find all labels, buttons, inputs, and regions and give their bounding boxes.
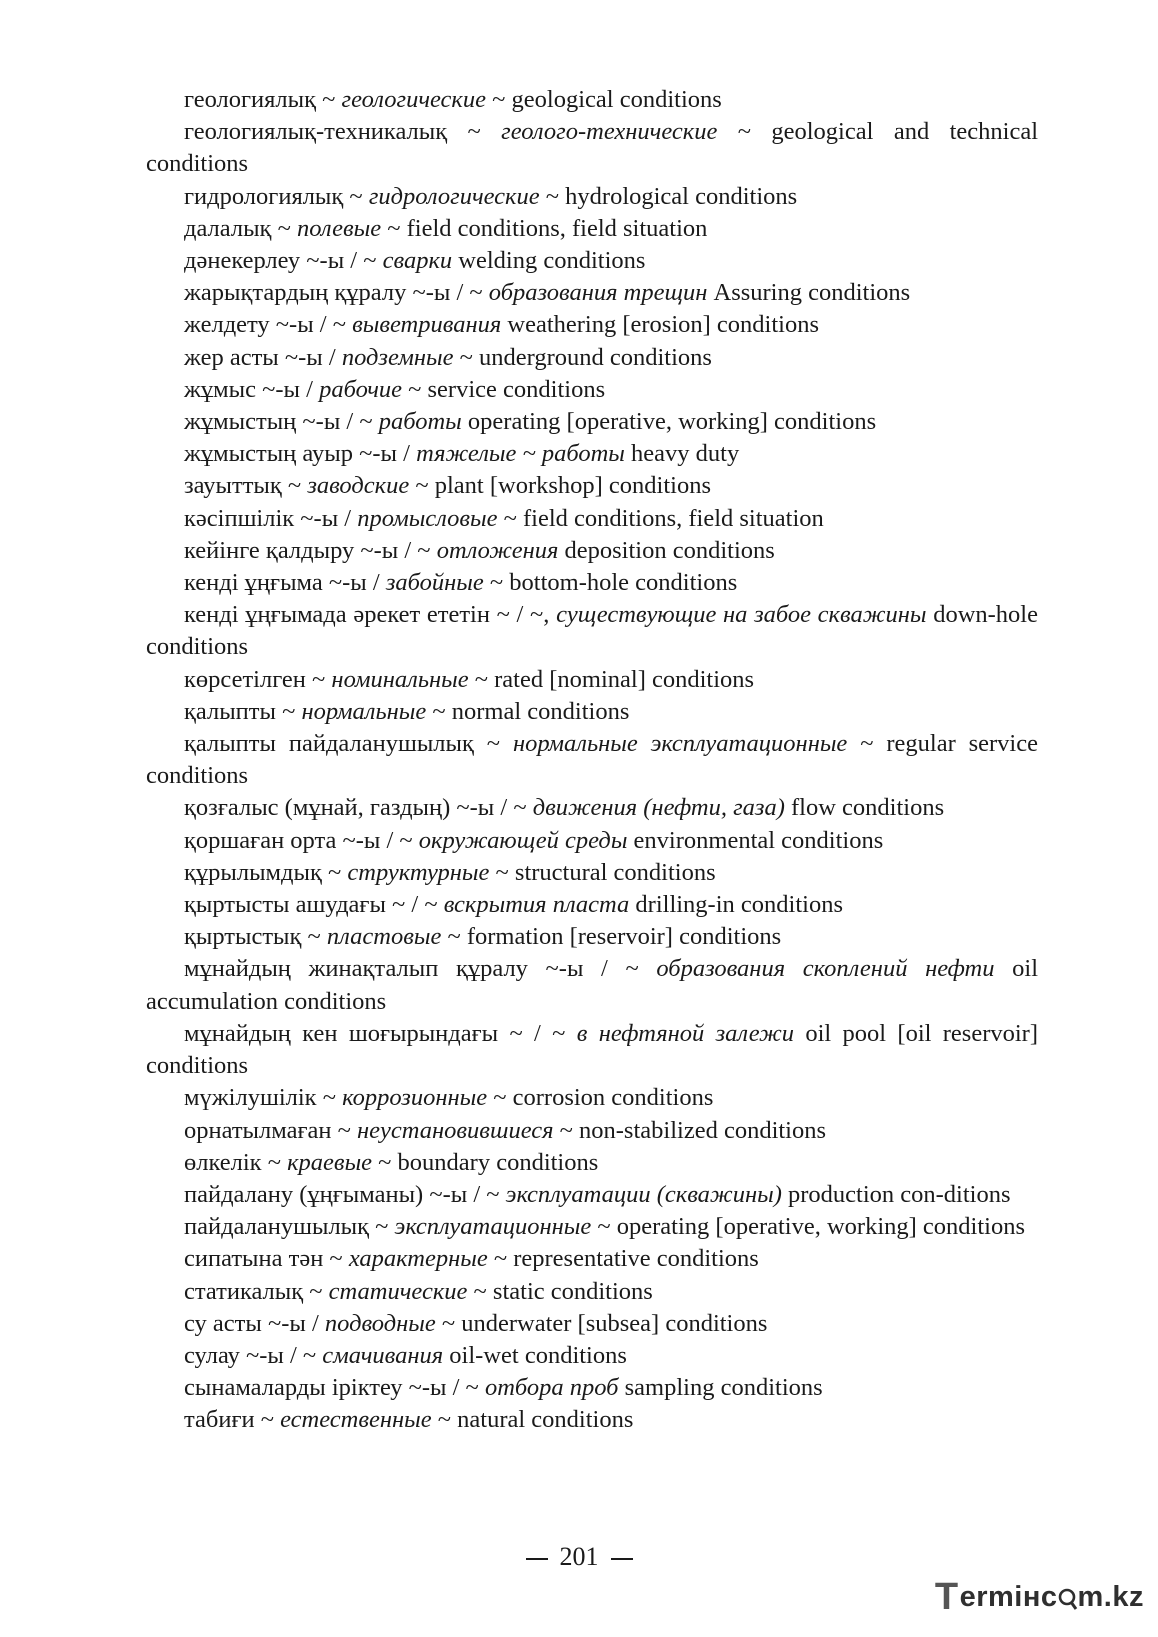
entry-russian-term: промысловые <box>357 504 498 532</box>
dictionary-entry <box>146 116 1038 180</box>
entry-english-term: oil accumulation conditions <box>146 955 1039 1015</box>
entry-russian-term: геолого-технические <box>501 118 718 146</box>
entry-russian-term: заводские <box>307 472 410 500</box>
entry-english-term: operating [operative, working] conditions <box>461 408 877 436</box>
entry-english-term: ~ formation [reservoir] conditions <box>441 923 782 951</box>
entry-english-term: sampling conditions <box>618 1374 823 1402</box>
entry-russian-term: характерные <box>348 1245 488 1273</box>
entry-english-term: ~ service conditions <box>402 375 606 403</box>
entry-russian-term: гидрологические <box>368 182 540 210</box>
entry-english-term: ~ plant [workshop] conditions <box>409 472 711 500</box>
dictionary-entry <box>146 696 1038 728</box>
entry-english-term: ~ field conditions, field situation <box>381 214 708 242</box>
dictionary-entry <box>146 84 1038 116</box>
entry-kazakh-term: сулау ~-ы / ~ <box>184 1341 323 1369</box>
entry-kazakh-term: сынамаларды іріктеу ~-ы / ~ <box>184 1374 485 1402</box>
dictionary-entry <box>146 309 1038 341</box>
entry-russian-term: пластовые <box>326 923 442 951</box>
dictionary-entry <box>146 1211 1038 1243</box>
entry-kazakh-term: табиғи ~ <box>184 1406 281 1434</box>
entry-russian-term: номинальные <box>331 665 469 693</box>
dictionary-entry <box>146 728 1038 792</box>
entry-english-term: ~ underground conditions <box>453 343 712 371</box>
entry-russian-term: нормальные <box>301 697 427 725</box>
dictionary-entry <box>146 342 1038 374</box>
entry-kazakh-term: жұмыс ~-ы / <box>184 375 320 403</box>
entry-kazakh-term: жұмыстың ~-ы / ~ <box>184 408 379 436</box>
entry-russian-term: рабочие <box>319 375 403 403</box>
dictionary-entry <box>146 664 1038 696</box>
entry-english-term: production con-ditions <box>781 1180 1011 1208</box>
entry-english-term: ~ field conditions, field situation <box>497 504 824 532</box>
dictionary-entry <box>146 535 1038 567</box>
entry-kazakh-term: жұмыстың ауыр ~-ы / <box>184 440 417 468</box>
entry-russian-term: геологические <box>341 86 487 113</box>
entry-kazakh-term: желдету ~-ы / ~ <box>184 311 353 339</box>
dictionary-entry <box>146 1340 1038 1372</box>
entry-russian-term: структурные <box>347 858 490 886</box>
entry-english-term: ~ representative conditions <box>487 1245 759 1273</box>
entry-english-term: ~ rated [nominal] conditions <box>468 665 755 693</box>
dictionary-entry <box>146 857 1038 889</box>
dictionary-entry <box>146 406 1038 438</box>
entry-kazakh-term: қоршаған орта ~-ы / ~ <box>184 826 419 854</box>
dictionary-entry <box>146 1018 1038 1082</box>
entry-russian-term: забойные <box>385 569 484 597</box>
entry-russian-term: существующие на забое скважины <box>556 601 927 629</box>
entry-english-term: drilling-in conditions <box>629 891 843 919</box>
dictionary-entry <box>146 374 1038 406</box>
entry-russian-term: нормальные эксплуатационные <box>512 730 848 758</box>
entry-kazakh-term: пайдалану (ұңғыманы) ~-ы / ~ <box>184 1180 506 1208</box>
dash-left <box>526 1558 548 1560</box>
entry-english-term: ~ geological conditions <box>486 86 722 113</box>
entry-english-term: ~ boundary conditions <box>372 1148 599 1176</box>
dictionary-entry <box>146 245 1038 277</box>
dictionary-entry <box>146 503 1038 535</box>
entry-kazakh-term: пайдаланушылық ~ <box>184 1213 395 1241</box>
dictionary-entry <box>146 1276 1038 1308</box>
logo-text-b: m.kz <box>1077 1580 1144 1613</box>
entry-russian-term: в нефтяной залежи <box>576 1019 794 1047</box>
dictionary-entry <box>146 953 1038 1017</box>
entry-kazakh-term: қалыпты пайдаланушылық ~ <box>184 730 513 758</box>
dictionary-entry <box>146 470 1038 502</box>
entry-english-term: ~ static conditions <box>467 1277 653 1305</box>
entry-english-term: ~ geological and technical conditions <box>146 118 1038 178</box>
dictionary-entry <box>146 921 1038 953</box>
entry-kazakh-term: статикалық ~ <box>184 1277 329 1305</box>
entry-kazakh-term: кәсіпшілік ~-ы / <box>184 504 358 532</box>
dictionary-entry <box>146 825 1038 857</box>
entry-russian-term: тяжелые ~ работы <box>416 440 625 468</box>
dictionary-entry <box>146 1147 1038 1179</box>
entry-kazakh-term: кенді ұңғымада әрекет ететін ~ / ~, <box>184 601 557 629</box>
entry-russian-term: краевые <box>287 1148 373 1176</box>
magnifier-icon <box>1058 1583 1078 1611</box>
entry-english-term: heavy duty <box>624 440 740 468</box>
entry-russian-term: статические <box>328 1277 468 1305</box>
entry-kazakh-term: сипатына тән ~ <box>184 1245 349 1273</box>
entry-english-term: oil pool [oil reservoir] conditions <box>146 1019 1038 1080</box>
entry-english-term: oil-wet conditions <box>443 1341 627 1369</box>
entry-list <box>146 84 1038 1437</box>
entry-kazakh-term: геологиялық-техникалық ~ <box>184 118 502 146</box>
entry-russian-term: образования трещин <box>488 279 708 307</box>
dictionary-entry <box>146 181 1038 213</box>
entry-russian-term: сварки <box>382 247 453 275</box>
entry-russian-term: эксплуатационные <box>394 1213 592 1241</box>
entry-english-term: welding conditions <box>452 247 646 275</box>
entry-kazakh-term: кейінге қалдыру ~-ы / ~ <box>184 536 437 564</box>
entry-russian-term: подземные <box>341 343 454 371</box>
entry-kazakh-term: мүжілушілік ~ <box>184 1084 343 1112</box>
entry-english-term: ~ hydrological conditions <box>539 182 798 210</box>
entry-kazakh-term: су асты ~-ы / <box>184 1309 325 1337</box>
entry-english-term: ~ operating [operative, working] conditions <box>591 1213 1025 1241</box>
dictionary-entry <box>146 1115 1038 1147</box>
entry-kazakh-term: зауыттық ~ <box>184 472 308 500</box>
entry-russian-term: образования скоплений нефти <box>656 955 995 983</box>
entry-kazakh-term: қыртысты ашудағы ~ / ~ <box>184 891 444 919</box>
dictionary-entry <box>146 1082 1038 1114</box>
entry-kazakh-term: жер асты ~-ы / <box>184 343 342 371</box>
page-number <box>0 1541 1158 1573</box>
dictionary-entry <box>146 567 1038 599</box>
entry-kazakh-term: геологиялық ~ <box>184 86 342 113</box>
entry-russian-term: работы <box>378 408 462 436</box>
termincom-logo <box>935 1577 1144 1617</box>
dictionary-entry <box>146 438 1038 470</box>
entry-english-term: weathering [erosion] conditions <box>501 311 819 339</box>
entry-kazakh-term: қалыпты ~ <box>184 697 302 725</box>
entry-kazakh-term: қыртыстық ~ <box>184 923 327 951</box>
entry-english-term: ~ natural conditions <box>431 1406 634 1434</box>
entry-kazakh-term: гидрологиялық ~ <box>184 182 369 210</box>
entry-english-term: ~ bottom-hole conditions <box>483 569 738 597</box>
entry-english-term: flow conditions <box>784 794 945 822</box>
entry-kazakh-term: көрсетілген ~ <box>184 665 332 693</box>
entry-kazakh-term: құрылымдық ~ <box>184 858 348 886</box>
dictionary-entry <box>146 792 1038 824</box>
entry-russian-term: полевые <box>296 214 382 242</box>
entry-russian-term: подводные <box>324 1309 436 1337</box>
dictionary-entry <box>146 277 1038 309</box>
dictionary-entry <box>146 1372 1038 1404</box>
entry-english-term: down-hole conditions <box>146 601 1038 661</box>
entry-russian-term: эксплуатации (скважины) <box>505 1180 782 1208</box>
entry-kazakh-term: мұнайдың жинақталып құралу ~-ы / ~ <box>184 955 657 983</box>
entry-russian-term: выветривания <box>352 311 502 339</box>
entry-english-term: ~ normal conditions <box>426 697 630 725</box>
entry-kazakh-term: кенді ұңғыма ~-ы / <box>184 569 386 597</box>
entry-english-term: ~ corrosion conditions <box>487 1084 714 1112</box>
entry-russian-term: окружающей среды <box>418 826 628 854</box>
dictionary-entry <box>146 1308 1038 1340</box>
dictionary-entry <box>146 599 1038 663</box>
dictionary-entry <box>146 213 1038 245</box>
entry-russian-term: естественные <box>280 1406 432 1434</box>
entry-english-term: deposition conditions <box>558 536 775 564</box>
entry-kazakh-term: далалық ~ <box>184 214 297 242</box>
entry-english-term: ~ regular service conditions <box>146 730 1038 790</box>
entry-russian-term: коррозионные <box>342 1084 488 1112</box>
dictionary-entry <box>146 1404 1038 1436</box>
entry-kazakh-term: дәнекерлеу ~-ы / ~ <box>184 247 383 275</box>
entry-kazakh-term: жарықтардың құралу ~-ы / ~ <box>184 279 489 307</box>
entry-russian-term: движения (нефти, газа) <box>532 794 785 822</box>
entry-english-term: ~ underwater [subsea] conditions <box>435 1309 768 1337</box>
dash-right <box>611 1558 633 1560</box>
entry-russian-term: неустановившиеся <box>357 1116 554 1144</box>
entry-english-term: ~ structural conditions <box>489 858 716 886</box>
entry-kazakh-term: мұнайдың кен шоғырындағы ~ / ~ <box>184 1019 577 1047</box>
logo-letter-t: T <box>934 1575 959 1618</box>
entry-kazakh-term: қозғалыс (мұнай, газдың) ~-ы / ~ <box>184 794 533 822</box>
page-number-value: 201 <box>559 1542 599 1571</box>
entry-english-term: Assuring conditions <box>707 279 911 307</box>
entry-russian-term: отбора проб <box>484 1374 619 1402</box>
entry-kazakh-term: орнатылмаған ~ <box>184 1116 357 1144</box>
dictionary-entry <box>146 1179 1038 1211</box>
logo-text-a: ermінc <box>959 1580 1058 1613</box>
entry-russian-term: смачивания <box>322 1341 444 1369</box>
entry-russian-term: вскрытия пласта <box>443 891 630 919</box>
entry-english-term: ~ non-stabilized conditions <box>553 1116 827 1144</box>
entry-english-term: environmental conditions <box>627 826 884 854</box>
dictionary-entry <box>146 889 1038 921</box>
entry-russian-term: отложения <box>436 536 559 564</box>
dictionary-entry <box>146 1243 1038 1275</box>
entry-kazakh-term: өлкелік ~ <box>184 1148 288 1176</box>
